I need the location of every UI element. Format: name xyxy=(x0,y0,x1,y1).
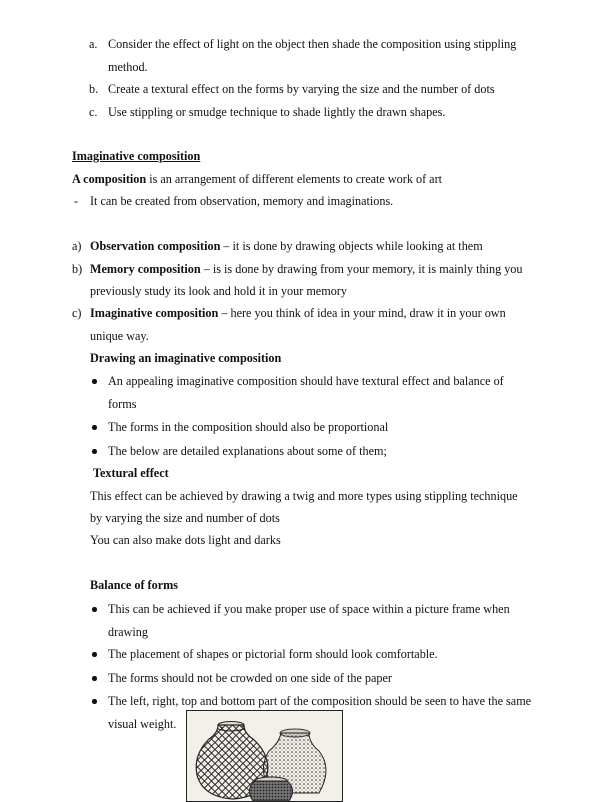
dash-item-text: It can be created from observation, memory and imaginations. xyxy=(90,194,394,208)
type-term: Imaginative composition xyxy=(90,306,219,320)
stippled-pots-drawing-icon xyxy=(186,710,343,802)
drawing-bullet-2: The forms in the composition should also be proportional xyxy=(108,420,389,434)
list-item-a-continued: method. xyxy=(108,60,148,74)
bullet-dot-icon xyxy=(92,379,97,384)
list-marker-c: c. xyxy=(89,105,98,119)
drawing-bullet-1-continued: forms xyxy=(108,397,137,411)
type-item-memory xyxy=(90,261,523,277)
type-item-observation xyxy=(90,238,483,254)
drawing-heading: Drawing an imaginative composition xyxy=(90,351,282,365)
list-item-b-text: Create a textural effect on the forms by varying the size and the number of dots xyxy=(108,82,495,96)
bullet-dot-icon xyxy=(92,652,97,657)
type-marker-b: b) xyxy=(72,262,83,276)
balance-bullet-1-continued: drawing xyxy=(108,625,148,639)
list-marker-b: b. xyxy=(89,82,99,96)
textural-line-1: This effect can be achieved by drawing a twig and more types using stippling technique xyxy=(90,489,518,503)
balance-bullet-1: This can be achieved if you make proper use of space within a picture frame when xyxy=(108,602,510,616)
list-marker-a: a. xyxy=(89,37,98,51)
dash-marker: - xyxy=(74,194,79,208)
bullet-dot-icon xyxy=(92,699,97,704)
definition-rest: is an arrangement of different elements to create work of art xyxy=(146,172,443,186)
definition-line xyxy=(72,171,442,187)
balance-bullet-2: The placement of shapes or pictorial form should look comfortable. xyxy=(108,647,438,661)
bullet-dot-icon xyxy=(92,676,97,681)
section-title: Imaginative composition xyxy=(72,149,201,163)
type-term: Memory composition xyxy=(90,262,201,276)
textural-line-3: You can also make dots light and darks xyxy=(90,533,281,547)
textural-line-2: by varying the size and number of dots xyxy=(90,511,280,525)
balance-heading: Balance of forms xyxy=(90,578,179,592)
textural-heading: Textural effect xyxy=(93,466,169,480)
drawing-bullet-3: The below are detailed explanations about some of them; xyxy=(108,444,387,458)
type-description: – it is done by drawing objects while looking at them xyxy=(220,239,483,253)
list-item-c-text: Use stippling or smudge technique to shade lightly the drawn shapes. xyxy=(108,105,446,119)
type-description: – is is done by drawing from your memory, it is mainly thing you xyxy=(200,262,523,276)
definition-term: A composition xyxy=(72,172,147,186)
list-item-a-text: Consider the effect of light on the object then shade the composition using stippling xyxy=(108,37,517,51)
type-item-memory-continued: previously study its look and hold it in your memory xyxy=(90,284,347,298)
balance-bullet-3: The forms should not be crowded on one side of the paper xyxy=(108,671,392,685)
type-term: Observation composition xyxy=(90,239,221,253)
balance-bullet-4-continued: visual weight. xyxy=(108,717,177,731)
type-description: – here you think of idea in your mind, draw it in your own xyxy=(218,306,506,320)
drawing-bullet-1: An appealing imaginative composition should have textural effect and balance of xyxy=(108,374,504,388)
bullet-dot-icon xyxy=(92,425,97,430)
type-item-imaginative xyxy=(90,305,506,321)
type-marker-c: c) xyxy=(72,306,82,320)
bullet-dot-icon xyxy=(92,449,97,454)
balance-bullet-4: The left, right, top and bottom part of the composition should be seen to have the same xyxy=(108,694,532,708)
type-item-imaginative-continued: unique way. xyxy=(90,329,149,343)
bullet-dot-icon xyxy=(92,607,97,612)
type-marker-a: a) xyxy=(72,239,82,253)
